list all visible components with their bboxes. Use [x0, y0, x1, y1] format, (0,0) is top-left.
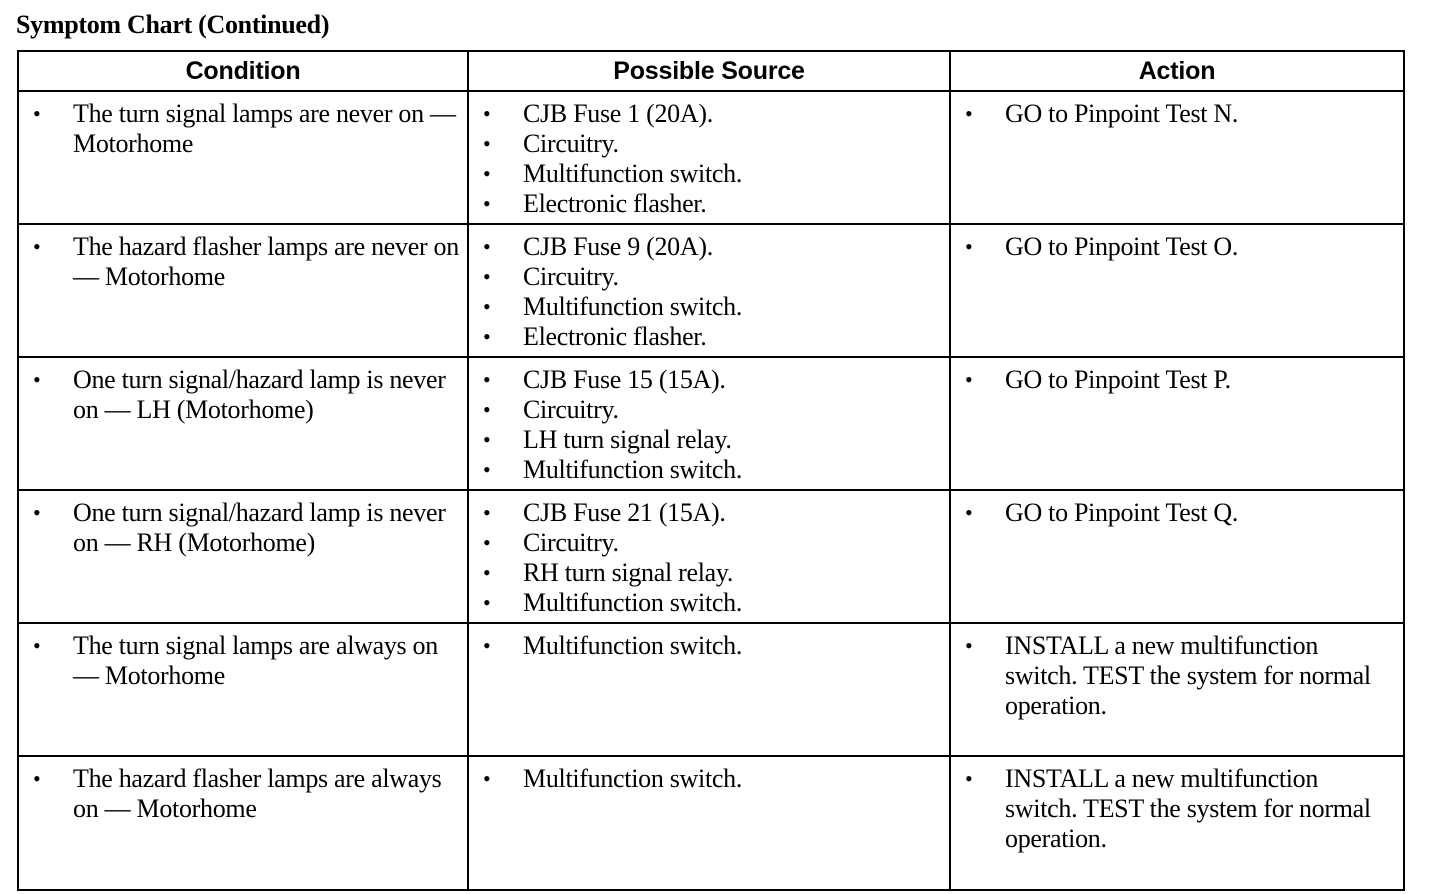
- condition-item: • The hazard flasher lamps are never on — Motorhome: [19, 232, 467, 292]
- source-item: • Multifunction switch.: [469, 159, 949, 189]
- header-condition: Condition: [18, 51, 468, 91]
- source-cell: [468, 357, 950, 490]
- source-item: • CJB Fuse 1 (20A).: [469, 99, 949, 129]
- page-title: Symptom Chart (Continued): [16, 10, 330, 39]
- header-row: [18, 51, 1404, 91]
- source-item: • Multifunction switch.: [469, 455, 949, 485]
- condition-cell: [18, 224, 468, 357]
- source-item: • CJB Fuse 9 (20A).: [469, 232, 949, 262]
- source-item: • RH turn signal relay.: [469, 558, 949, 588]
- source-item: • Circuitry.: [469, 528, 949, 558]
- table-row: [18, 490, 1404, 623]
- header-possible-source: Possible Source: [468, 51, 950, 91]
- condition-cell: [18, 91, 468, 224]
- source-item: • Multifunction switch.: [469, 588, 949, 618]
- condition-item: • The turn signal lamps are never on — Motorhome: [19, 99, 467, 159]
- condition-item: • The turn signal lamps are always on — Motorhome: [19, 631, 467, 691]
- symptom-table: [17, 50, 1405, 891]
- action-item: • INSTALL a new multifunction switch. TEST the system for normal operation.: [951, 764, 1403, 854]
- source-item: • Multifunction switch.: [469, 764, 949, 794]
- source-cell: [468, 490, 950, 623]
- source-item: • Circuitry.: [469, 129, 949, 159]
- action-cell: [950, 91, 1404, 224]
- source-cell: [468, 224, 950, 357]
- action-item: • GO to Pinpoint Test N.: [951, 99, 1403, 129]
- source-item: • CJB Fuse 21 (15A).: [469, 498, 949, 528]
- action-item: • GO to Pinpoint Test O.: [951, 232, 1403, 262]
- condition-cell: [18, 623, 468, 756]
- action-item: • INSTALL a new multifunction switch. TEST the system for normal operation.: [951, 631, 1403, 721]
- action-item: • GO to Pinpoint Test Q.: [951, 498, 1403, 528]
- source-item: • Circuitry.: [469, 395, 949, 425]
- table-row: [18, 756, 1404, 890]
- table-row: [18, 224, 1404, 357]
- source-item: • Electronic flasher.: [469, 189, 949, 219]
- condition-item: • One turn signal/hazard lamp is never on — RH (Motorhome): [19, 498, 467, 558]
- source-item: • Multifunction switch.: [469, 292, 949, 322]
- table-row: [18, 357, 1404, 490]
- condition-cell: [18, 357, 468, 490]
- source-cell: [468, 623, 950, 756]
- condition-item: • The hazard flasher lamps are always on — Motorhome: [19, 764, 467, 824]
- table-row: [18, 91, 1404, 224]
- action-cell: [950, 357, 1404, 490]
- action-cell: [950, 623, 1404, 756]
- header-action: Action: [950, 51, 1404, 91]
- source-item: • LH turn signal relay.: [469, 425, 949, 455]
- source-item: • Electronic flasher.: [469, 322, 949, 352]
- source-cell: [468, 91, 950, 224]
- source-item: • CJB Fuse 15 (15A).: [469, 365, 949, 395]
- source-item: • Multifunction switch.: [469, 631, 949, 661]
- action-cell: [950, 224, 1404, 357]
- table-row: [18, 623, 1404, 756]
- condition-cell: [18, 756, 468, 890]
- source-item: • Circuitry.: [469, 262, 949, 292]
- action-item: • GO to Pinpoint Test P.: [951, 365, 1403, 395]
- source-cell: [468, 756, 950, 890]
- action-cell: [950, 756, 1404, 890]
- condition-cell: [18, 490, 468, 623]
- action-cell: [950, 490, 1404, 623]
- condition-item: • One turn signal/hazard lamp is never on — LH (Motorhome): [19, 365, 467, 425]
